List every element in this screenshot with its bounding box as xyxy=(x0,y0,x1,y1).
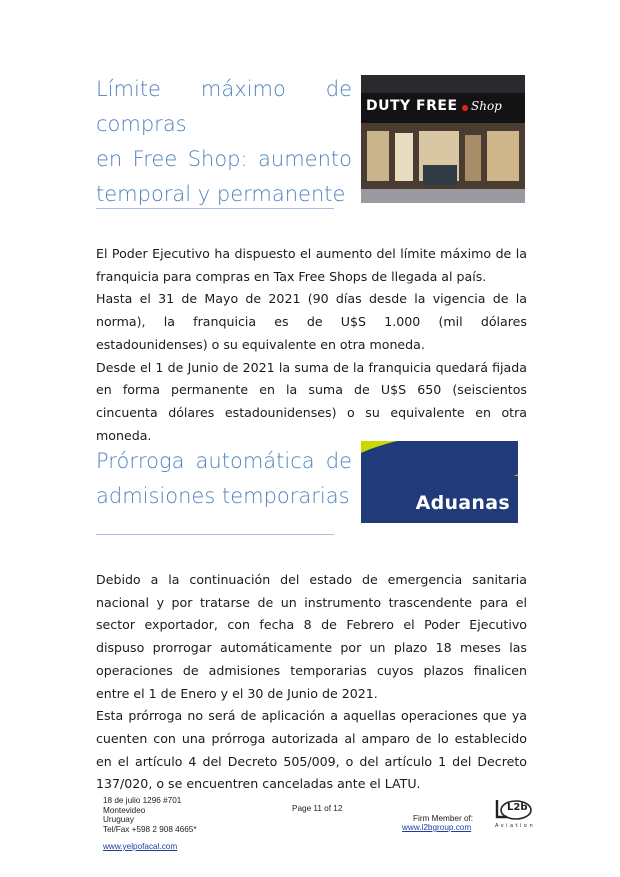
heading-line: Prórroga automática de xyxy=(96,449,352,473)
paragraph: Hasta el 31 de Mayo de 2021 (90 días desde la vigencia de la norma), la franquicia es de U$S 1.000 (mil dólares estadounidenses) o su equivalente en otra moneda. xyxy=(96,291,527,352)
address-line: 18 de julio 1296 #701 xyxy=(103,796,182,805)
section1-divider xyxy=(96,208,334,209)
firm-member-label: Firm Member of: xyxy=(413,814,474,823)
heading-line: en Free Shop: aumento xyxy=(96,147,352,171)
heading-line: admisiones temporarias xyxy=(96,484,350,508)
website-link[interactable]: www.yelpofacal.com xyxy=(103,842,178,851)
section1-body xyxy=(96,243,527,447)
sign-logo: Shop xyxy=(471,99,502,113)
section2-body xyxy=(96,569,527,796)
aduanas-logo-text: Aduanas xyxy=(415,492,510,514)
sign-dot-icon xyxy=(462,105,468,111)
section2-divider xyxy=(96,534,334,535)
paragraph: Debido a la continuación del estado de emergencia sanitaria nacional y por tratarse de un instrumento trascendente para el sector exportador, con fecha 8 de Febrero el Poder Ejecutivo dispuso prorrogar automáticamente por un plazo 18 meses las operaciones de admisiones temporarias cuyos plazos finalicen entre el 1 de Enero y el 30 de Junio de 2021. xyxy=(96,572,527,701)
paragraph: Esta prórroga no será de aplicación a aquellas operaciones que ya cuenten con una prórroga autorizada al amparo de lo establecido en el artículo 4 del Decreto 505/009, o del artículo 1 del Decreto 137/020, o se encuentren canceladas ante el LATU. xyxy=(96,708,527,792)
address-line: Montevideo xyxy=(103,805,146,815)
l2b-logo-mark: L2b xyxy=(507,802,528,813)
heading-line: temporal y permanente xyxy=(96,182,346,206)
l2b-logo xyxy=(489,797,539,831)
l2b-logo-sub: Aviation xyxy=(495,823,536,829)
aduanas-logo xyxy=(361,441,518,523)
address-line: Tel/Fax +598 2 908 4665* xyxy=(103,824,197,834)
section2-heading xyxy=(96,444,352,514)
section1-heading xyxy=(96,72,352,212)
duty-free-store-image xyxy=(361,75,525,203)
page-number: Page 11 of 12 xyxy=(292,804,343,813)
store-sign xyxy=(361,93,525,123)
paragraph: Desde el 1 de Junio de 2021 la suma de la franquicia quedará fijada en forma permanente en la suma de U$S 650 (seiscientos cincuenta dólares estadounidenses) o su equivalente en otra moneda. xyxy=(96,359,527,443)
heading-line: Límite máximo de compras xyxy=(96,77,352,136)
paragraph: El Poder Ejecutivo ha dispuesto el aumento del límite máximo de la franquicia para compras en Tax Free Shops de llegada al país. xyxy=(96,246,527,284)
footer-address xyxy=(103,796,283,834)
firm-link[interactable]: www.l2bgroup.com xyxy=(402,823,472,832)
address-line: Uruguay xyxy=(103,815,134,825)
sign-text: DUTY FREE xyxy=(366,98,458,114)
